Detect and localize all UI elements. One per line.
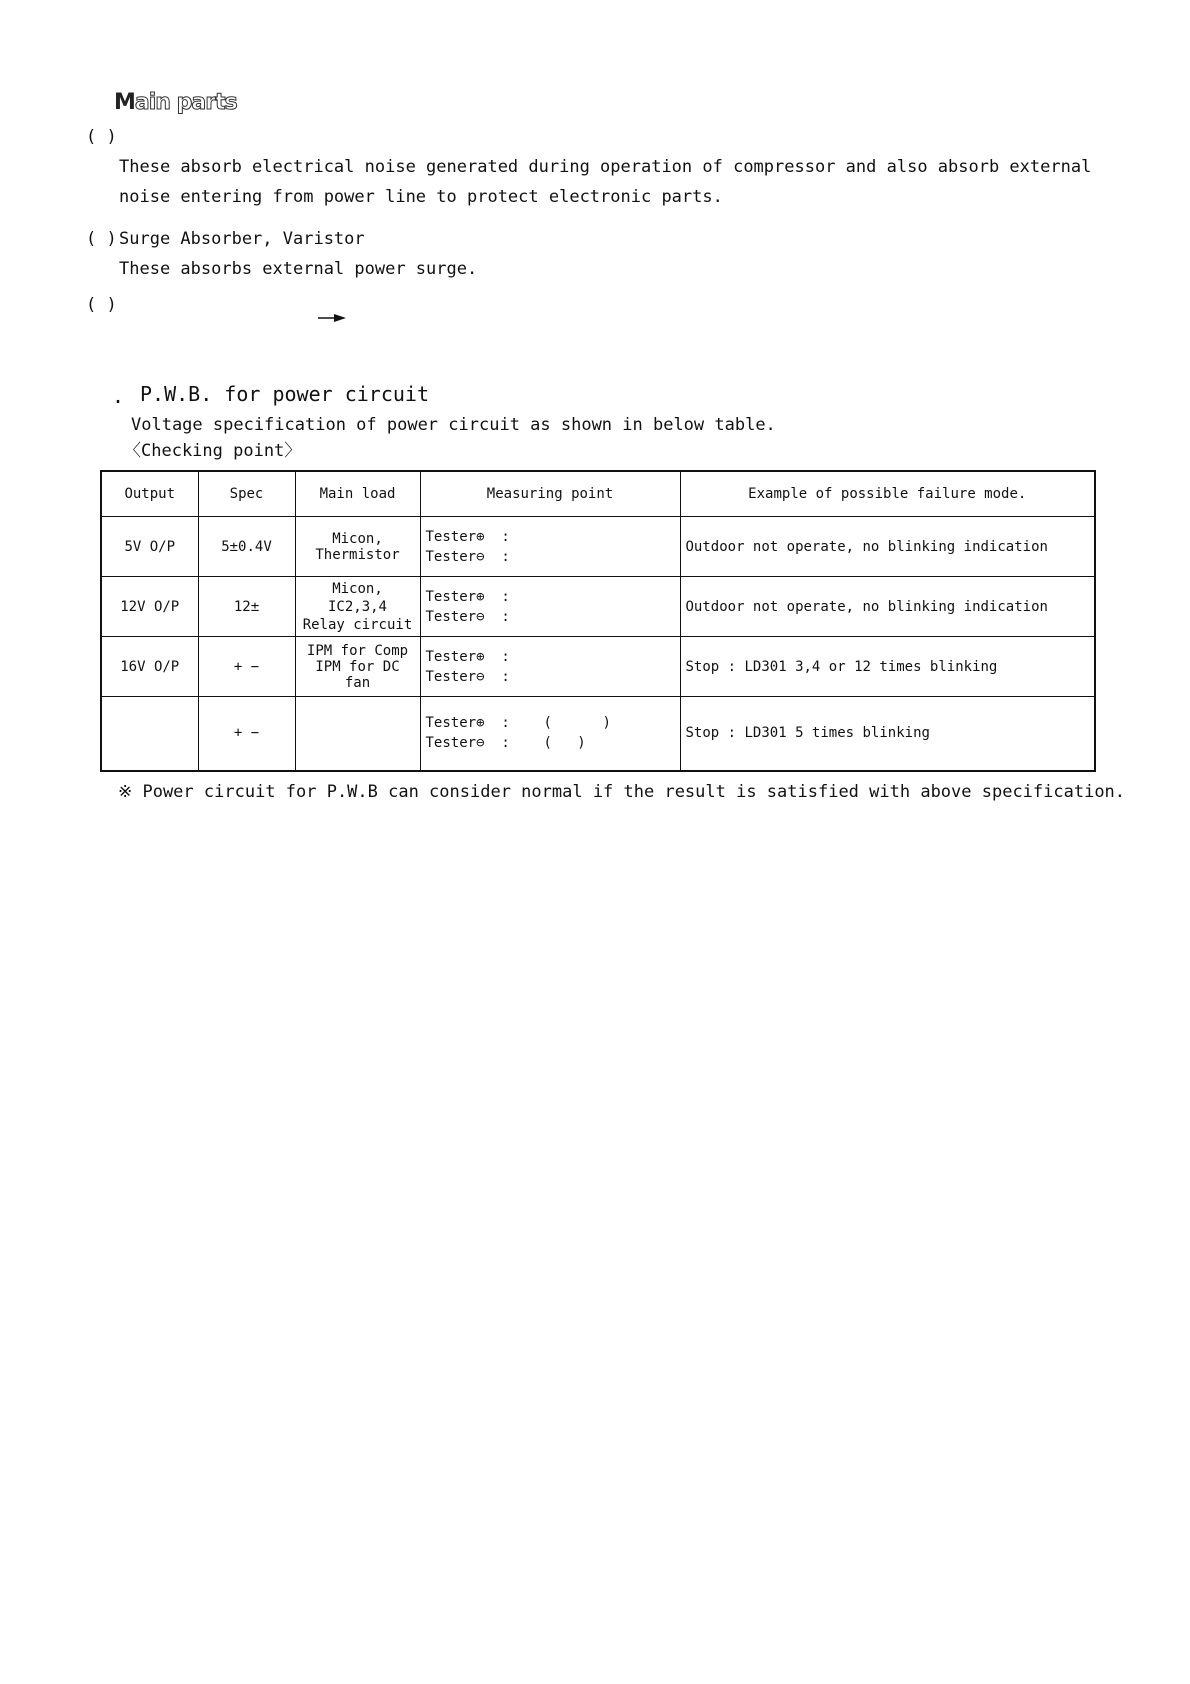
tester-plus-label: Tester⊕ (425, 528, 485, 545)
item-2-line-1: These absorbs external power surge. (119, 259, 478, 279)
measure-sep: : (501, 588, 510, 605)
row-failure-mode: Stop : LD301 3,4 or 12 times blinking (680, 637, 1095, 697)
page-heading (114, 90, 237, 115)
measure-sep: : (501, 668, 510, 685)
item-1-marker: ( ) (86, 127, 117, 147)
footnote: ※ Power circuit for P.W.B can consider normal if the result is satisfied with above specification. (118, 782, 1126, 802)
heading-rest: ain parts (134, 90, 237, 115)
row-spec: 5±0.4V (198, 517, 295, 577)
row-failure-mode: Outdoor not operate, no blinking indication (680, 577, 1095, 637)
table-row (101, 637, 1095, 697)
row-measuring-point (420, 577, 680, 637)
tester-plus-label: Tester⊕ (425, 715, 485, 732)
measure-value: ( ) (543, 715, 611, 732)
measure-sep: : (501, 608, 510, 625)
row-spec: 12± (198, 577, 295, 637)
table-row (101, 517, 1095, 577)
section-title: P.W.B. for power circuit (140, 382, 429, 406)
arrow-right-icon (318, 313, 346, 323)
tester-minus-label: Tester⊖ (425, 735, 485, 752)
table-header-row (101, 471, 1095, 517)
row-output (101, 697, 198, 771)
load-line: IC2,3,4 (327, 598, 387, 615)
row-main-load (295, 637, 420, 697)
row-spec: + − (198, 697, 295, 771)
row-output: 5V O/P (101, 517, 198, 577)
load-line: IPM for Comp (306, 642, 409, 659)
measure-sep: : (501, 735, 510, 752)
col-header-failure-mode: Example of possible failure mode. (680, 471, 1095, 517)
measure-sep: : (501, 715, 510, 732)
row-output: 12V O/P (101, 577, 198, 637)
measure-sep: : (501, 528, 510, 545)
load-line: Micon, (332, 530, 383, 547)
item-2-marker: ( ) (86, 229, 117, 249)
row-output: 16V O/P (101, 637, 198, 697)
load-line: Micon, (332, 580, 383, 597)
row-main-load (295, 697, 420, 771)
tester-plus-label: Tester⊕ (425, 588, 485, 605)
row-failure-mode: Outdoor not operate, no blinking indication (680, 517, 1095, 577)
table-row (101, 577, 1095, 637)
col-header-main-load: Main load (295, 471, 420, 517)
load-line: Relay circuit (302, 616, 413, 633)
row-main-load (295, 577, 420, 637)
tester-plus-label: Tester⊕ (425, 648, 485, 665)
row-main-load (295, 517, 420, 577)
row-measuring-point (420, 517, 680, 577)
load-line: Thermistor (315, 546, 400, 563)
section-intro: Voltage specification of power circuit as shown in below table. (131, 415, 776, 435)
item-1-line-1: These absorb electrical noise generated during operation of compressor and also absorb external (119, 157, 1092, 177)
measure-sep: : (501, 548, 510, 565)
power-circuit-table (100, 470, 1096, 772)
table-row (101, 697, 1095, 771)
load-line: IPM for DC fan (315, 658, 400, 691)
col-header-output: Output (101, 471, 198, 517)
row-measuring-point (420, 697, 680, 771)
row-failure-mode: Stop : LD301 5 times blinking (680, 697, 1095, 771)
measure-value: ( ) (543, 735, 586, 752)
row-measuring-point (420, 637, 680, 697)
checking-point-label: 〈Checking point〉 (124, 441, 302, 461)
heading-first-letter: M (114, 90, 135, 115)
section-prefix: . (112, 384, 125, 408)
item-2-title: Surge Absorber, Varistor (119, 229, 365, 249)
item-3-marker: ( ) (86, 295, 117, 315)
tester-minus-label: Tester⊖ (425, 668, 485, 685)
tester-minus-label: Tester⊖ (425, 608, 485, 625)
item-1-line-2: noise entering from power line to protect electronic parts. (119, 187, 723, 207)
col-header-spec: Spec (198, 471, 295, 517)
row-spec: + − (198, 637, 295, 697)
tester-minus-label: Tester⊖ (425, 548, 485, 565)
measure-sep: : (501, 648, 510, 665)
col-header-measuring-point: Measuring point (420, 471, 680, 517)
